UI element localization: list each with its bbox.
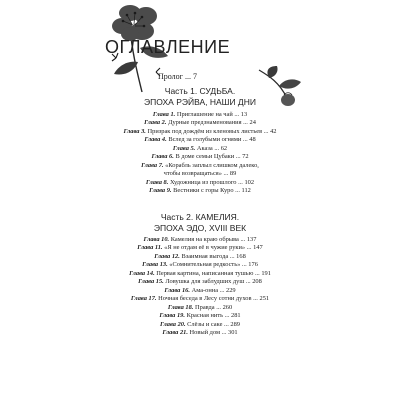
toc-entry (0, 270, 400, 278)
chapter-title: В доме семьи Цубаки ... 72 (175, 153, 249, 161)
toc-entry (0, 312, 400, 320)
chapter-title: Вслед за голубыми огнями ... 48 (168, 136, 256, 144)
toc-entry (0, 329, 400, 337)
chapter-title: Правда ... 260 (195, 303, 233, 311)
chapter-label: Глава 16. (164, 286, 190, 294)
chapter-label: Глава 14. (129, 269, 155, 277)
chapter-label: Глава 12. (154, 252, 180, 260)
chapter-title: Первая картина, написанная тушью ... 191 (156, 269, 271, 277)
chapter-label: Глава 8. (145, 178, 169, 186)
part-1-title: Часть 1. СУДЬБА. (164, 86, 236, 96)
toc-entry (0, 236, 400, 244)
part-1-heading (0, 86, 400, 108)
chapter-title: Камелия на краю обрыва ... 137 (170, 236, 257, 243)
chapter-title: Слёзы и саке ... 289 (187, 320, 241, 328)
chapter-title: Ама-онна ... 229 (191, 286, 236, 294)
chapter-title: Приглашение на чай ... 13 (176, 111, 248, 118)
toc-entry (0, 278, 400, 286)
chapter-label: Глава 11. (137, 244, 163, 252)
chapter-label: Глава 4. (144, 136, 167, 144)
toc-entry (0, 321, 400, 329)
chapter-label: Глава 10. (143, 236, 170, 243)
toc-entry (0, 295, 400, 303)
chapter-title: Призрак под дождём из кленовых листьев ... 42 (147, 127, 277, 135)
chapter-title: Аказа ... 62 (196, 144, 228, 152)
toc-entry (0, 128, 400, 136)
chapter-title: Вестники с горы Куро ... 112 (173, 187, 251, 195)
toc-entry (0, 261, 400, 269)
toc-entry (0, 187, 400, 195)
chapter-label: Глава 18. (167, 303, 194, 311)
toc-entry (0, 304, 400, 312)
part-2-heading (0, 212, 400, 234)
toc-entry (0, 136, 400, 144)
chapter-title: «Сомнительная редкость» ... 176 (169, 261, 258, 269)
prologue-entry: Пролог ... 7 (158, 72, 197, 81)
part-2-title: Часть 2. КАМЕЛИЯ. (160, 212, 240, 222)
chapter-title: Ловушка для заблудших душ ... 208 (165, 278, 262, 286)
toc-entry (0, 111, 400, 119)
part-1-subtitle: ЭПОХА РЭЙВА, НАШИ ДНИ (144, 97, 256, 107)
part-2-subtitle: ЭПОХА ЭДО, XVIII ВЕК (153, 223, 247, 233)
chapter-label: Глава 21. (162, 328, 188, 336)
chapter-label: Глава 15. (138, 278, 164, 286)
chapter-label: Глава 20. (159, 320, 186, 328)
chapter-label: Глава 9. (149, 187, 172, 195)
chapter-title: Художница из прошлого ... 102 (169, 178, 255, 186)
chapter-title: Взаимная выгода ... 168 (181, 252, 246, 260)
toc-entry-continuation (0, 170, 400, 178)
chapter-label: Глава 6. (151, 153, 174, 161)
toc-entry (0, 145, 400, 153)
chapter-label: Глава 17. (130, 295, 157, 303)
chapter-label: Глава 1. (152, 111, 176, 118)
toc-title: ОГЛАВЛЕНИЕ (105, 37, 231, 57)
toc-entry (0, 153, 400, 161)
chapter-label: Глава 3. (123, 127, 146, 135)
toc-entry (0, 287, 400, 295)
part-2-chapter-list (0, 236, 400, 337)
toc-entry (0, 179, 400, 187)
toc-entry (0, 253, 400, 261)
chapter-title: Красная нить ... 281 (186, 312, 241, 320)
toc-entry (0, 244, 400, 252)
chapter-label: Глава 5. (172, 144, 196, 152)
toc-entry (0, 162, 400, 170)
chapter-title: Ночная беседа в Лесу сотни духов ... 251 (158, 295, 270, 303)
chapter-title-continuation: чтобы возвращаться» ... 89 (163, 170, 237, 178)
chapter-label: Глава 19. (159, 312, 185, 320)
chapter-label: Глава 7. (141, 161, 164, 169)
part-1-chapter-list (0, 111, 400, 196)
toc-entry (0, 119, 400, 127)
chapter-label: Глава 13. (142, 261, 168, 269)
chapter-title: «Корабль заплыл слишком далеко, (165, 161, 259, 169)
chapter-title: «Я не отдам её в чужие руки» ... 147 (164, 244, 263, 252)
chapter-title: Дурные предзнаменования ... 24 (168, 119, 256, 127)
chapter-title: Новый дом ... 301 (189, 328, 238, 336)
chapter-label: Глава 2. (144, 119, 167, 127)
